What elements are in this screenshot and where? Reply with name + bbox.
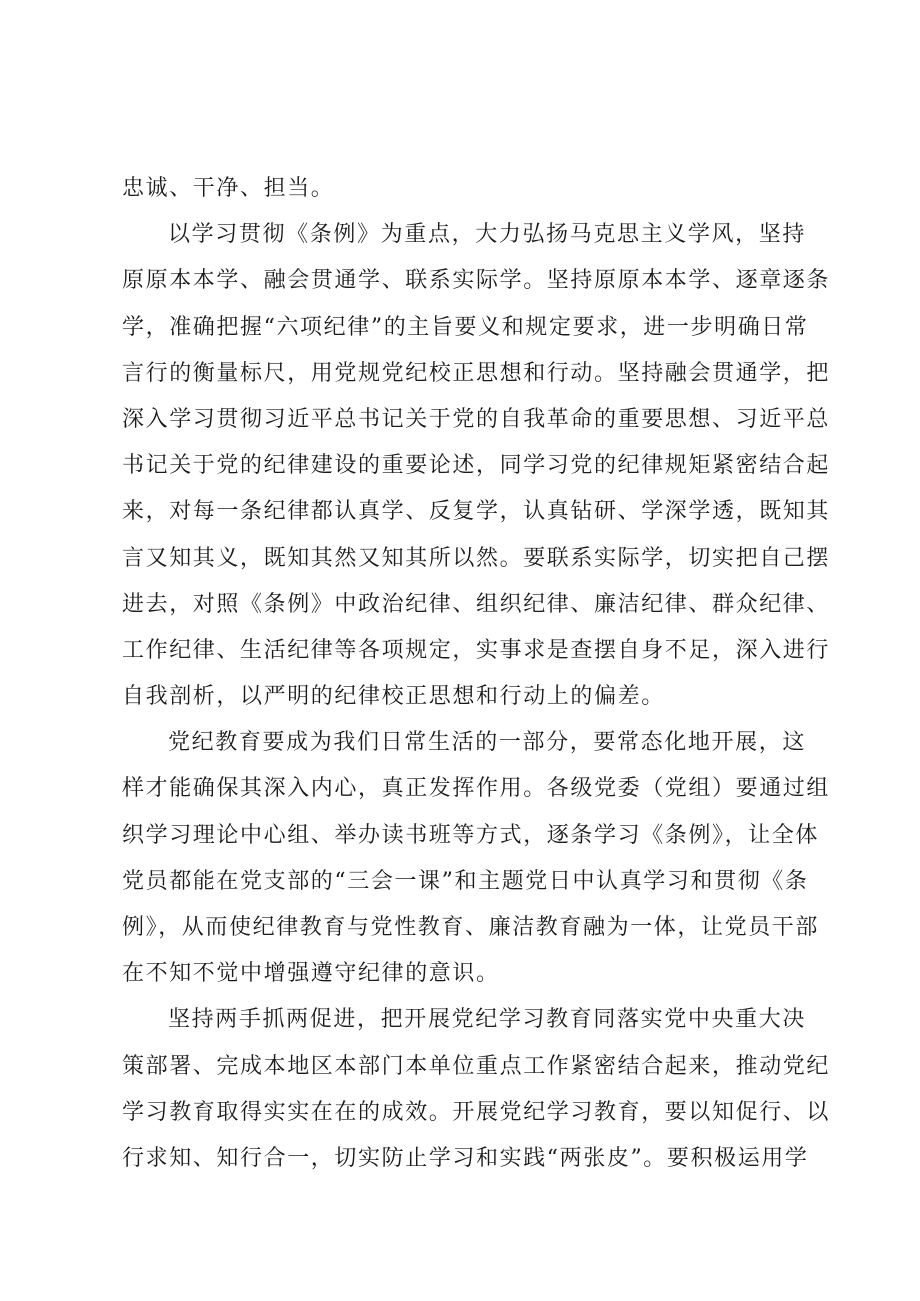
text-line: 言又知其义，既知其然又知其所以然。要联系实际学，切实把自己摆 [122, 545, 831, 571]
text-line: 工作纪律、生活纪律等各项规定，实事求是查摆自身不足，深入进行 [122, 637, 831, 663]
text-line: 策部署、完成本地区本部门本单位重点工作紧密结合起来，推动党纪 [122, 1053, 831, 1079]
document-body [122, 166, 831, 1182]
text-line: 行求知、知行合一，切实防止学习和实践“两张皮”。要积极运用学 [122, 1145, 809, 1171]
text-line: 言行的衡量标尺，用党规党纪校正思想和行动。坚持融会贯通学，把 [122, 360, 831, 386]
text-line: 织学习理论中心组、举办读书班等方式，逐条学习《条例》，让全体 [122, 822, 820, 848]
text-line: 样才能确保其深入内心，真正发挥作用。各级党委（党组）要通过组 [122, 776, 831, 802]
text-line: 原原本本学、融会贯通学、联系实际学。坚持原原本本学、逐章逐条 [122, 268, 831, 294]
paragraph-first-line: 以学习贯彻《条例》为重点，大力弘扬马克思主义学风，坚持 [168, 222, 806, 248]
text-line: 自我剖析，以严明的纪律校正思想和行动上的偏差。 [122, 684, 665, 710]
text-line: 学，准确把握“六项纪律”的主旨要义和规定要求，进一步明确日常 [122, 314, 809, 340]
text-line: 忠诚、干净、担当。 [122, 176, 335, 201]
text-line: 党员都能在党支部的“三会一课”和主题党日中认真学习和贯彻《条 [122, 868, 809, 894]
text-line: 例》，从而使纪律教育与党性教育、廉洁教育融为一体，让党员干部 [122, 915, 820, 940]
text-line: 在不知不觉中增强遵守纪律的意识。 [122, 961, 500, 987]
text-line: 学习教育取得实实在在的成效。开展党纪学习教育，要以知促行、以 [122, 1099, 831, 1125]
text-line: 深入学习贯彻习近平总书记关于党的自我革命的重要思想、习近平总 [122, 406, 831, 432]
text-line: 进去，对照《条例》中政治纪律、组织纪律、廉洁纪律、群众纪律、 [122, 591, 831, 617]
paragraph-first-line: 党纪教育要成为我们日常生活的一部分，要常态化地开展，这 [168, 730, 806, 756]
text-line: 书记关于党的纪律建设的重要论述，同学习党的纪律规矩紧密结合起 [122, 453, 831, 479]
text-line: 来，对每一条纪律都认真学、反复学，认真钻研、学深学透，既知其 [122, 499, 831, 525]
paragraph-first-line: 坚持两手抓两促进，把开展党纪学习教育同落实党中央重大决 [168, 1007, 806, 1033]
